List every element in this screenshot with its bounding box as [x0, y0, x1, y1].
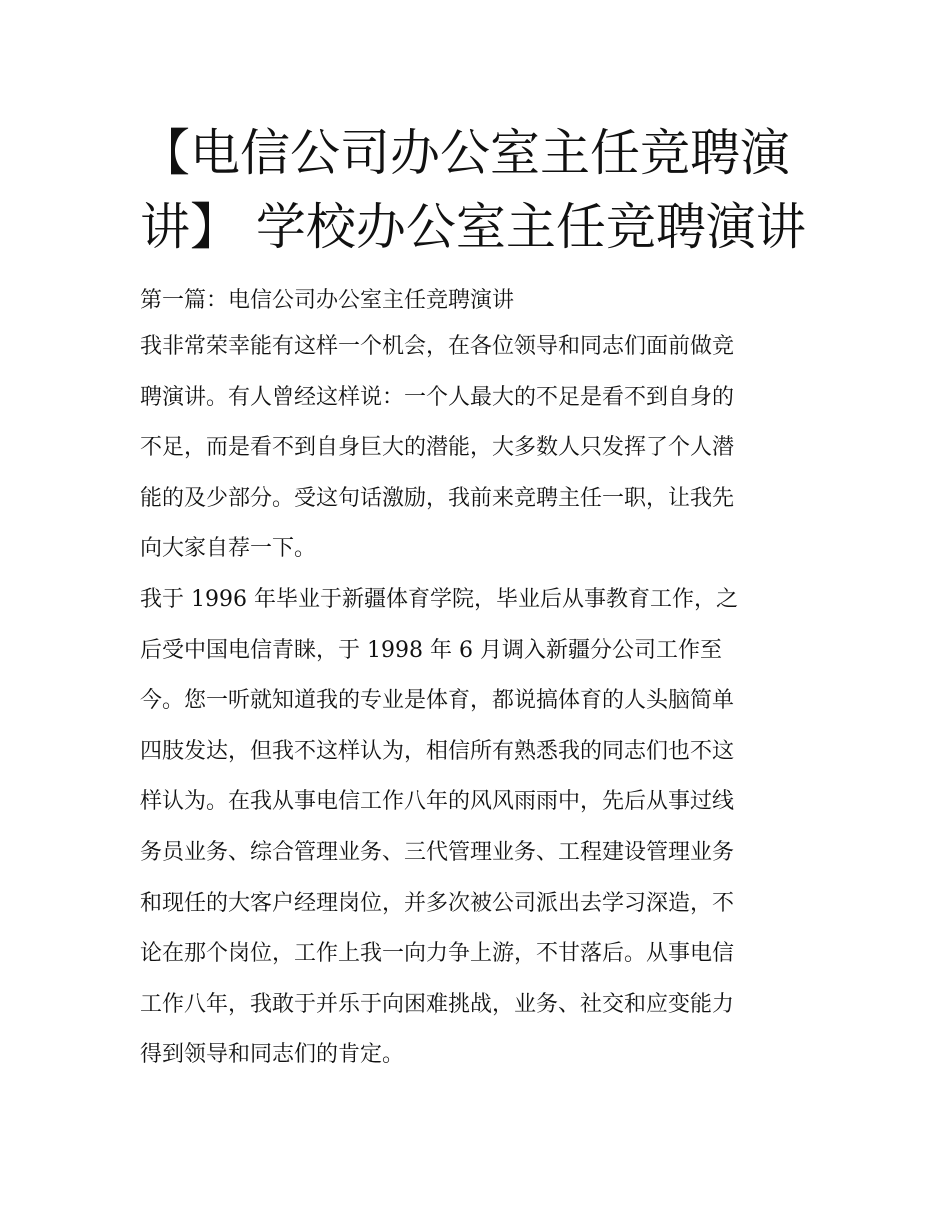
paragraph-line: 不足，而是看不到自身巨大的潜能，大多数人只发挥了个人潜	[140, 435, 735, 461]
paragraph-line: 我非常荣幸能有这样一个机会，在各位领导和同志们面前做竞	[140, 334, 735, 359]
title-line: 【电信公司办公室主任竞聘演	[140, 124, 790, 182]
paragraph-line: 我于 1996 年毕业于新疆体育学院，毕业后从事教育工作，之	[140, 586, 738, 612]
paragraph-line: 今。您一听就知道我的专业是体育，都说搞体育的人头脑简单	[140, 688, 735, 714]
paragraph-line: 务员业务、综合管理业务、三代管理业务、工程建设管理业务	[140, 839, 735, 865]
paragraph-line: 和现任的大客户经理岗位，并多次被公司派出去学习深造，不	[140, 890, 735, 916]
section-heading: 第一篇：电信公司办公室主任竞聘演讲	[140, 288, 515, 313]
paragraph-line: 聘演讲。有人曾经这样说：一个人最大的不足是看不到自身的	[140, 384, 735, 410]
paragraph-line: 四肢发达，但我不这样认为，相信所有熟悉我的同志们也不这	[140, 738, 735, 764]
document-title	[140, 116, 830, 264]
paragraph-line: 能的及少部分。受这句话激励，我前来竞聘主任一职，让我先	[140, 485, 735, 511]
paragraph-line: 论在那个岗位，工作上我一向力争上游，不甘落后。从事电信	[140, 941, 735, 967]
paragraph-line: 样认为。在我从事电信工作八年的风风雨雨中，先后从事过线	[140, 789, 735, 815]
paragraph-line: 得到领导和同志们的肯定。	[140, 1042, 405, 1068]
paragraph	[140, 575, 820, 1081]
title-line: 讲】 学校办公室主任竞聘演讲	[140, 198, 806, 256]
paragraph	[140, 322, 820, 575]
paragraph-line: 工作八年，我敢于并乐于向困难挑战，业务、社交和应变能力	[140, 991, 735, 1017]
paragraph-line: 后受中国电信青睐，于 1998 年 6 月调入新疆分公司工作至	[140, 637, 722, 663]
document-body	[140, 280, 820, 1081]
paragraph-line: 向大家自荐一下。	[140, 536, 317, 562]
